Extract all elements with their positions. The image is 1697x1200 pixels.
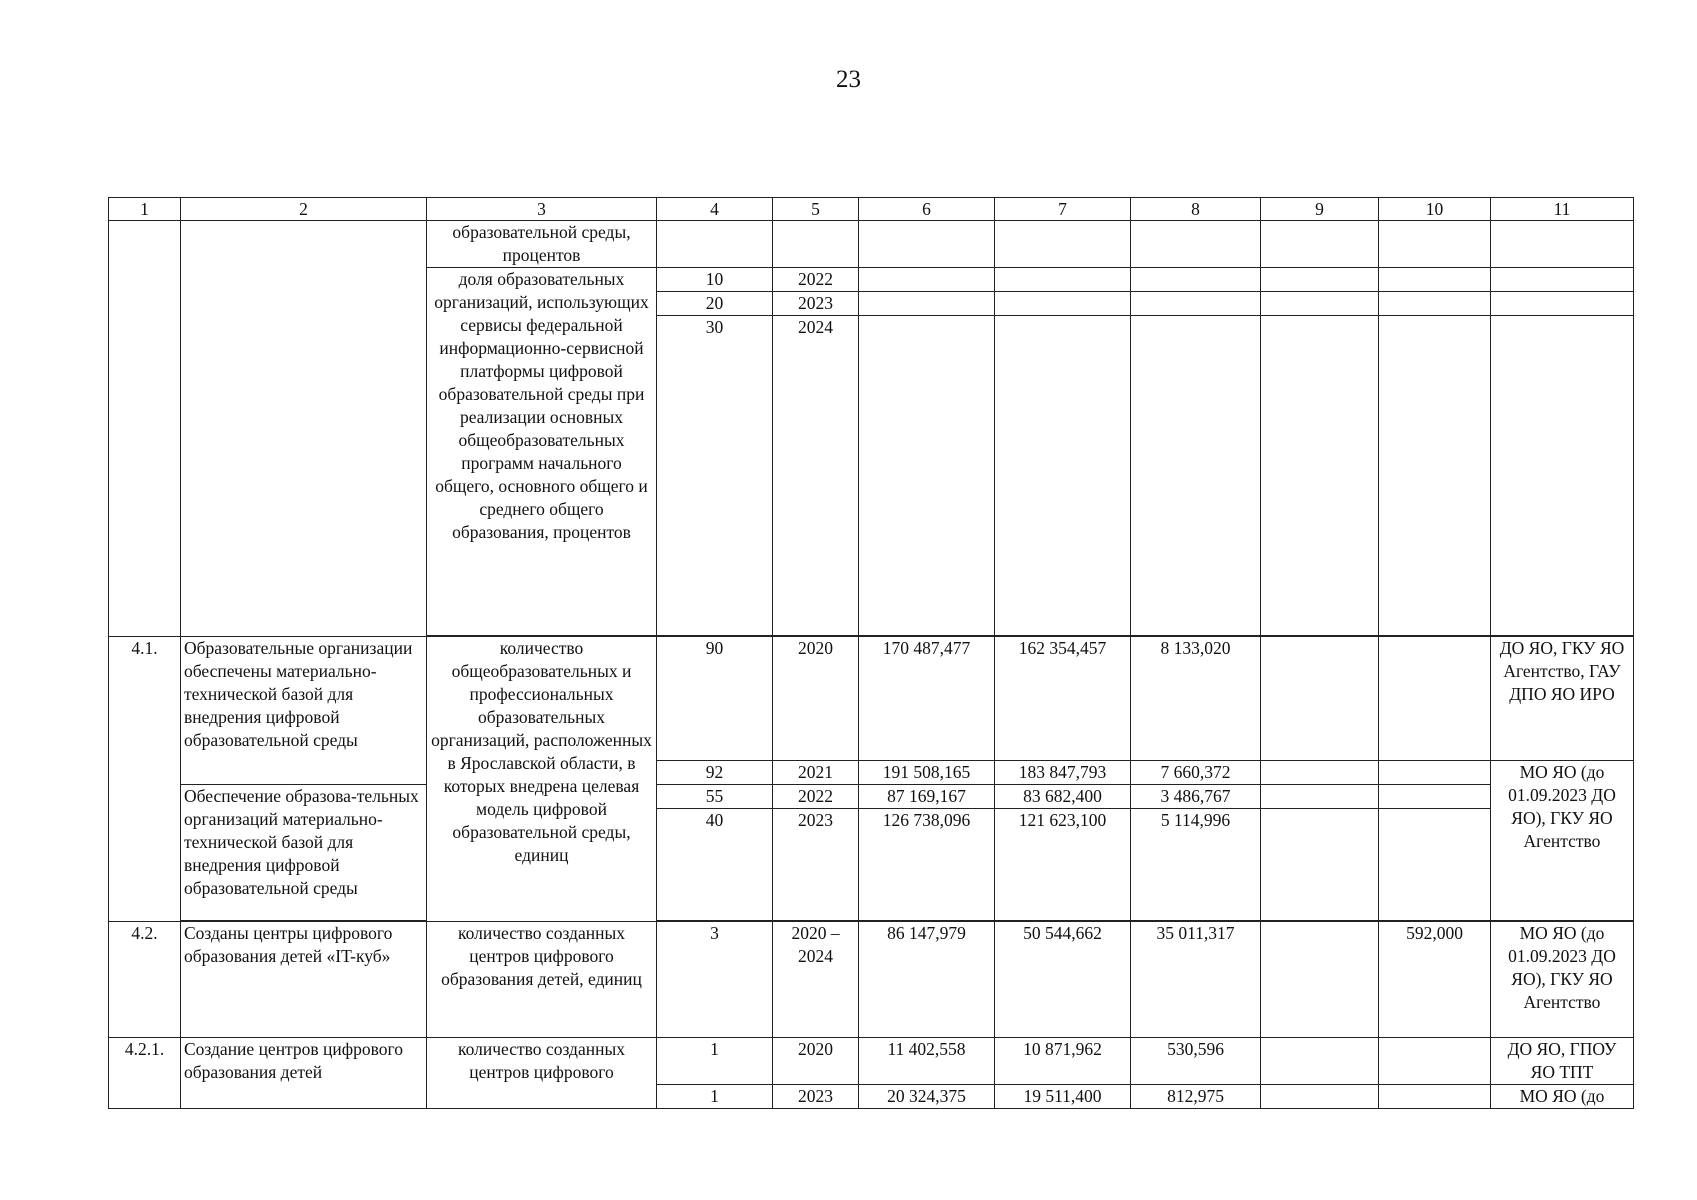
- row-number-cell: [109, 221, 181, 637]
- amount-total-cell: 170 487,477: [859, 637, 995, 761]
- table-row: [109, 1038, 1634, 1085]
- table-row: [109, 637, 1634, 761]
- amount-federal-cell: 121 623,100: [995, 809, 1131, 921]
- page-number: 23: [836, 66, 861, 93]
- column-header: 2: [181, 198, 427, 221]
- amount-other-cell: [1379, 637, 1491, 761]
- amount-local-cell: [1261, 785, 1379, 809]
- amount-regional-cell: 8 133,020: [1131, 637, 1261, 761]
- amount-local-cell: [1261, 1085, 1379, 1109]
- amount-total-cell: 87 169,167: [859, 785, 995, 809]
- amount-total-cell: 86 147,979: [859, 922, 995, 1038]
- amount-other-cell: [1379, 1038, 1491, 1085]
- column-header: 8: [1131, 198, 1261, 221]
- amount-total-cell: 126 738,096: [859, 809, 995, 921]
- amount-local-cell: [1261, 809, 1379, 921]
- column-header: 5: [773, 198, 859, 221]
- row-number-cell: 4.1.: [109, 637, 181, 922]
- value-cell: 40: [657, 809, 773, 921]
- year-cell: 2023: [773, 292, 859, 316]
- column-header: 10: [1379, 198, 1491, 221]
- table-row: [109, 785, 1634, 809]
- amount-regional-cell: 812,975: [1131, 1085, 1261, 1109]
- row-number-cell: 4.2.: [109, 922, 181, 1038]
- year-cell: 2023: [773, 1085, 859, 1109]
- indicator-cell: количество общеобразовательных и профессиональных образовательных организаций, расположенных в Ярославской области, в которых внедрена целевая модель цифровой образовательной среды, единиц: [427, 637, 657, 922]
- column-header: 6: [859, 198, 995, 221]
- value-cell: 1: [657, 1085, 773, 1109]
- value-cell: 20: [657, 292, 773, 316]
- value-cell: 92: [657, 761, 773, 785]
- year-cell: 2020: [773, 637, 859, 761]
- indicator-cell: количество созданных центров цифрового образования детей, единиц: [427, 922, 657, 1038]
- executor-cell: ДО ЯО, ГПОУ ЯО ТПТ: [1491, 1038, 1634, 1085]
- executor-cell: МО ЯО (до: [1491, 1085, 1634, 1109]
- amount-other-cell: [1379, 785, 1491, 809]
- amount-federal-cell: 10 871,962: [995, 1038, 1131, 1085]
- amount-total-cell: 20 324,375: [859, 1085, 995, 1109]
- column-number-row: [109, 198, 1634, 221]
- result-name-cell: [181, 221, 427, 637]
- result-name-cell: Обеспечение образова-тельных организаций материально-технической базой для внедрения цифровой образовательной среды: [181, 785, 427, 921]
- year-cell: 2020: [773, 1038, 859, 1085]
- program-table: [108, 197, 1634, 1109]
- value-cell: 1: [657, 1038, 773, 1085]
- column-header: 7: [995, 198, 1131, 221]
- amount-federal-cell: 162 354,457: [995, 637, 1131, 761]
- column-header: 9: [1261, 198, 1379, 221]
- column-header: 11: [1491, 198, 1634, 221]
- result-name-cell: Образовательные организации обеспечены материально-технической базой для внедрения цифровой образовательной среды: [181, 637, 427, 785]
- indicator-cell: количество созданных центров цифрового: [427, 1038, 657, 1109]
- year-cell: 2020 – 2024: [773, 922, 859, 1038]
- amount-regional-cell: 530,596: [1131, 1038, 1261, 1085]
- value-cell: 10: [657, 268, 773, 292]
- table-row: [109, 221, 1634, 268]
- executor-cell: ДО ЯО, ГКУ ЯО Агентство, ГАУ ДПО ЯО ИРО: [1491, 637, 1634, 761]
- amount-local-cell: [1261, 637, 1379, 761]
- amount-regional-cell: 7 660,372: [1131, 761, 1261, 785]
- year-cell: 2023: [773, 809, 859, 921]
- amount-local-cell: [1261, 1038, 1379, 1085]
- column-header: 3: [427, 198, 657, 221]
- amount-regional-cell: 5 114,996: [1131, 809, 1261, 921]
- amount-other-cell: [1379, 1085, 1491, 1109]
- result-name-cell: Созданы центры цифрового образования детей «IT-куб»: [181, 922, 427, 1038]
- year-cell: 2022: [773, 268, 859, 292]
- executor-cell: МО ЯО (до 01.09.2023 ДО ЯО), ГКУ ЯО Агентство: [1491, 761, 1634, 921]
- amount-federal-cell: 83 682,400: [995, 785, 1131, 809]
- amount-local-cell: [1261, 761, 1379, 785]
- indicator-cell: доля образовательных организаций, использующих сервисы федеральной информационно-сервисной платформы цифровой образовательной среды при реализации основных общеобразовательных программ начального общего, основного общего и среднего общего образования, процентов: [427, 268, 657, 636]
- amount-federal-cell: 19 511,400: [995, 1085, 1131, 1109]
- indicator-cell: образовательной среды, процентов: [427, 221, 657, 268]
- value-cell: 55: [657, 785, 773, 809]
- amount-total-cell: 11 402,558: [859, 1038, 995, 1085]
- amount-other-cell: [1379, 809, 1491, 921]
- year-cell: 2022: [773, 785, 859, 809]
- value-cell: 90: [657, 637, 773, 761]
- table-row: [109, 922, 1634, 1038]
- year-cell: 2024: [773, 316, 859, 636]
- amount-other-cell: [1379, 761, 1491, 785]
- value-cell: 30: [657, 316, 773, 636]
- result-name-cell: Создание центров цифрового образования детей: [181, 1038, 427, 1109]
- year-cell: 2021: [773, 761, 859, 785]
- amount-other-cell: 592,000: [1379, 922, 1491, 1038]
- amount-federal-cell: 183 847,793: [995, 761, 1131, 785]
- column-header: 4: [657, 198, 773, 221]
- executor-cell: МО ЯО (до 01.09.2023 ДО ЯО), ГКУ ЯО Агентство: [1491, 922, 1634, 1038]
- amount-federal-cell: 50 544,662: [995, 922, 1131, 1038]
- amount-regional-cell: 35 011,317: [1131, 922, 1261, 1038]
- amount-total-cell: 191 508,165: [859, 761, 995, 785]
- amount-regional-cell: 3 486,767: [1131, 785, 1261, 809]
- amount-local-cell: [1261, 922, 1379, 1038]
- column-header: 1: [109, 198, 181, 221]
- value-cell: 3: [657, 922, 773, 1038]
- row-number-cell: 4.2.1.: [109, 1038, 181, 1109]
